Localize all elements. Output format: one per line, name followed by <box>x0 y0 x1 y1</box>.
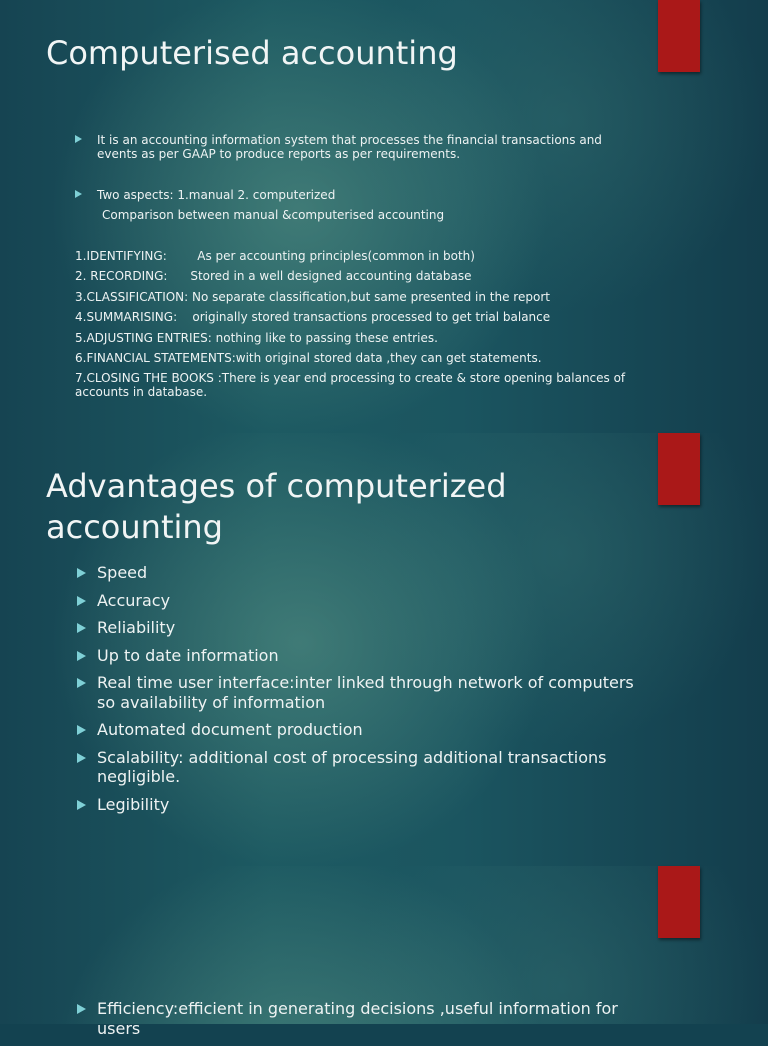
list-item <box>75 618 635 638</box>
list-item-text: Real time user interface:inter linked through network of computers so availability of information <box>97 673 634 712</box>
list-item <box>75 999 635 1038</box>
slide-title-line-2: accounting <box>46 508 223 546</box>
comparison-item: 5.ADJUSTING ENTRIES: nothing like to passing these entries. <box>75 331 438 345</box>
list-item <box>75 673 635 712</box>
comparison-item: 1.IDENTIFYING: As per accounting principles(common in both) <box>75 249 475 263</box>
triangle-bullet-icon <box>77 568 86 578</box>
triangle-bullet-icon <box>77 800 86 810</box>
comparison-item: 6.FINANCIAL STATEMENTS:with original stored data ,they can get statements. <box>75 351 542 365</box>
slide-advantages-continued <box>0 866 768 1038</box>
slide-computerised-accounting <box>0 0 768 433</box>
triangle-bullet-icon <box>75 190 82 198</box>
triangle-bullet-icon <box>77 1004 86 1014</box>
list-item <box>75 591 635 611</box>
bullet-two-aspects <box>75 188 617 202</box>
triangle-bullet-icon <box>77 725 86 735</box>
advantages-list-continued <box>75 999 635 1046</box>
list-item <box>75 720 635 740</box>
triangle-bullet-icon <box>77 596 86 606</box>
list-item-text: Up to date information <box>97 645 279 665</box>
list-item <box>75 646 635 666</box>
triangle-bullet-icon <box>77 651 86 661</box>
list-item-text: Automated document production <box>97 720 363 739</box>
triangle-bullet-icon <box>77 623 86 633</box>
list-item-text: Legibility <box>97 794 170 814</box>
list-item-text: Scalability: additional cost of processing additional transactions negligible. <box>97 747 607 786</box>
slide-title-line-1: Advantages of computerized <box>46 467 507 505</box>
comparison-item: 4.SUMMARISING: originally stored transactions processed to get trial balance <box>75 310 551 324</box>
list-item <box>75 563 635 583</box>
list-item-text: Efficiency:efficient in generating decisions ,useful information for users <box>97 999 618 1038</box>
bullet-text: It is an accounting information system that processes the financial transactions and events as per GAAP to produce reports as per requirements. <box>97 133 602 161</box>
comparison-item: 2. RECORDING: Stored in a well designed accounting database <box>75 269 472 283</box>
bullet-definition <box>75 133 617 161</box>
list-item-text: Reliability <box>97 618 176 637</box>
slide-advantages <box>0 433 768 866</box>
triangle-bullet-icon <box>77 678 86 688</box>
comparison-item: 7.CLOSING THE BOOKS :There is year end processing to create & store opening balances of accounts in database. <box>75 371 626 399</box>
list-item-text: Accuracy <box>97 590 171 610</box>
comparison-item: 3.CLASSIFICATION: No separate classification,but same presented in the report <box>75 290 550 304</box>
triangle-bullet-icon <box>77 753 86 763</box>
red-accent-bar <box>658 433 700 505</box>
bullet-text: Two aspects: 1.manual 2. computerized <box>97 188 336 202</box>
advantages-list <box>75 563 635 822</box>
red-accent-bar <box>658 0 700 72</box>
list-item <box>75 795 635 815</box>
triangle-bullet-icon <box>75 135 82 143</box>
list-item <box>75 748 635 787</box>
comparison-subtext: Comparison between manual &computerised accounting <box>102 208 445 222</box>
list-item-text: Speed <box>97 563 148 582</box>
slide-title: Computerised accounting <box>46 34 458 72</box>
red-accent-bar <box>658 866 700 938</box>
